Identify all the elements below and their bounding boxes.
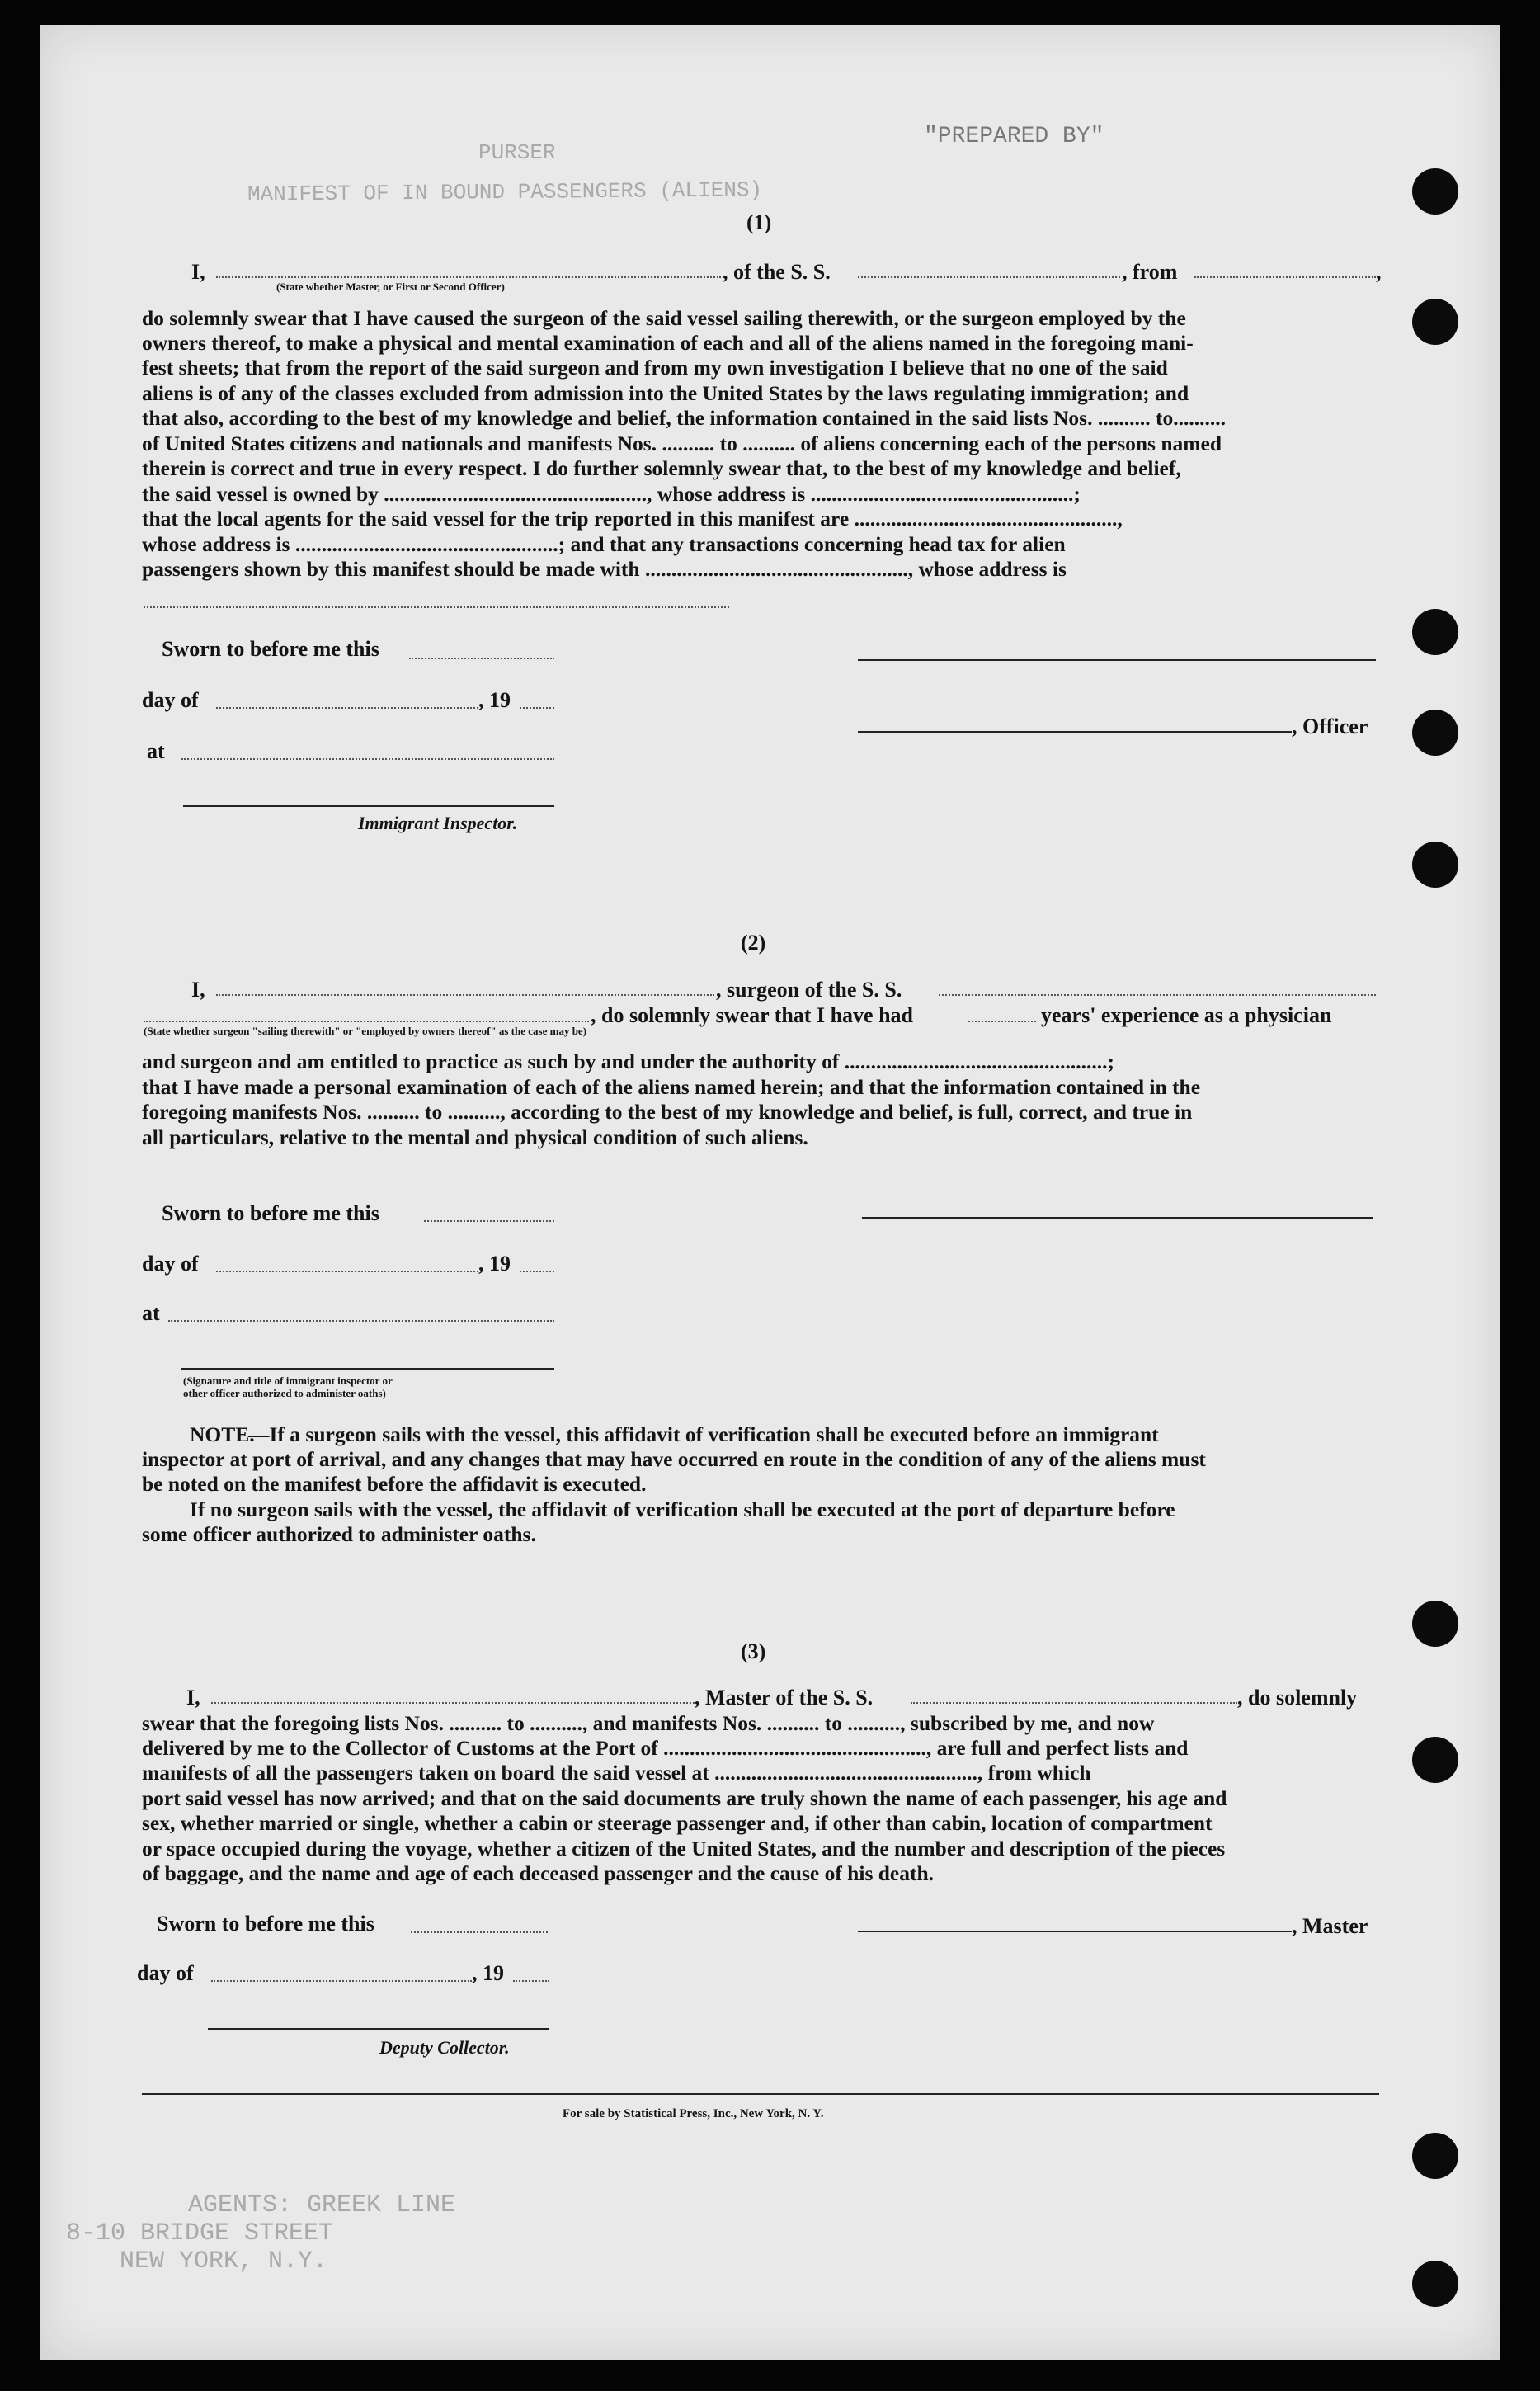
s1-inspector-caption: Immigrant Inspector. <box>358 813 518 833</box>
s2-body-line-3: foregoing manifests Nos. .......... to .........., according to the best of my knowledge and belief, is full, correct, and true in <box>142 1100 1193 1124</box>
s2-year-blank <box>520 1271 554 1272</box>
s3-deputy-caption: Deputy Collector. <box>379 2037 510 2058</box>
s1-body-line-6: of United States citizens and nationals and manifests Nos. .......... to .......... of aliens concerning each of the persons named <box>142 432 1222 455</box>
s2-name-blank <box>216 994 714 996</box>
s1-sworn-blank <box>409 658 554 659</box>
s1-at-blank <box>181 758 554 760</box>
s2-years-blank <box>968 1021 1036 1022</box>
s1-inspector-line <box>183 805 554 807</box>
s1-body-line-1: do solemnly swear that I have caused the surgeon of the said vessel sailing therewith, or the surgeon employed by the <box>142 306 1186 330</box>
s2-year: , 19 <box>478 1252 511 1276</box>
s2-note2-line-1: If no surgeon sails with the vessel, the affidavit of verification shall be executed at the port of departure before <box>190 1497 1175 1521</box>
faded-manifest-title: MANIFEST OF IN BOUND PASSENGERS (ALIENS) <box>247 177 763 207</box>
s2-note-line-3: be noted on the manifest before the affidavit is executed. <box>142 1472 647 1496</box>
s1-day-blank <box>216 707 478 709</box>
s3-body-line-3: manifests of all the passengers taken on board the said vessel at .................................................., from which <box>142 1761 1091 1785</box>
binder-hole-3 <box>1412 609 1458 655</box>
s2-line1-surgeon: , surgeon of the S. S. <box>716 978 902 1002</box>
s2-sworn-blank <box>424 1220 554 1222</box>
s2-note: (State whether surgeon "sailing therewith" or "employed by owners thereof" as the case may be) <box>144 1025 587 1037</box>
binder-hole-8 <box>1412 2133 1458 2179</box>
s2-note-label: NOTE. <box>190 1422 255 1446</box>
s3-year: , 19 <box>472 1961 504 1985</box>
s3-body-line-2: delivered by me to the Collector of Customs at the Port of .................................................., are full and perfect lists and <box>142 1736 1189 1760</box>
s2-body-line-1: and surgeon and am entitled to practice as such by and under the authority of ..................................................; <box>142 1049 1114 1073</box>
s1-line1-from: , from <box>1122 260 1178 284</box>
s3-master-line <box>858 1931 1292 1932</box>
binder-hole-5 <box>1412 842 1458 888</box>
s3-line1-master: , Master of the S. S. <box>695 1686 874 1710</box>
s3-sworn-blank <box>411 1931 548 1933</box>
s1-ship-blank <box>858 276 1120 278</box>
faded-purser: PURSER <box>478 140 556 165</box>
s2-note2-line-2: some officer authorized to administer oaths. <box>142 1522 536 1546</box>
s1-address-blank <box>144 606 729 608</box>
s2-line2-swear: , do solemnly swear that I have had <box>591 1003 914 1027</box>
s1-name-blank <box>216 276 721 278</box>
s3-ship-blank <box>911 1702 1237 1704</box>
s1-officer: , Officer <box>1292 714 1368 738</box>
s1-body-line-5: that also, according to the best of my knowledge and belief, the information contained in the said lists Nos. .......... to.......... <box>142 406 1226 430</box>
s1-at: at <box>147 739 165 763</box>
s1-note: (State whether Master, or First or Second Officer) <box>276 281 505 293</box>
s2-signature-line <box>862 1217 1373 1219</box>
s1-signature-line <box>858 659 1376 661</box>
binder-hole-7 <box>1412 1737 1458 1783</box>
s3-body-line-6: or space occupied during the voyage, whether a citizen of the United States, and the number and description of the pieces <box>142 1837 1226 1860</box>
s3-line1-solemnly: , do solemnly <box>1237 1686 1358 1710</box>
s2-line1-i: I, <box>191 978 205 1002</box>
s1-body-line-8: the said vessel is owned by .................................................., whose address is ..................................................; <box>142 482 1081 506</box>
binder-hole-4 <box>1412 710 1458 756</box>
s1-officer-line <box>858 731 1292 733</box>
s1-from-blank <box>1194 276 1376 278</box>
binder-hole-9 <box>1412 2261 1458 2307</box>
s2-day-blank <box>216 1271 478 1272</box>
s1-body-line-9: that the local agents for the said vessel for the trip reported in this manifest are .................................................., <box>142 507 1123 531</box>
prepared-by-stamp: "PREPARED BY" <box>924 124 1104 149</box>
s2-signature-note-1: (Signature and title of immigrant inspector or <box>183 1375 393 1387</box>
s1-year-blank <box>520 707 554 709</box>
agents-stamp-line-3: NEW YORK, N.Y. <box>120 2247 328 2275</box>
s1-line1-i: I, <box>191 260 205 284</box>
s3-master: , Master <box>1292 1914 1368 1938</box>
s3-deputy-line <box>208 2028 549 2030</box>
s1-line1-comma: , <box>1376 260 1382 284</box>
s1-line1-of-ss: , of the S. S. <box>723 260 831 284</box>
s1-body-line-10: whose address is ..................................................; and that any transactions concerning head tax for alien <box>142 532 1066 556</box>
s2-line2-years: years' experience as a physician <box>1041 1003 1332 1027</box>
s2-ship-blank <box>939 994 1376 996</box>
binder-hole-1 <box>1412 168 1458 215</box>
s2-day-of: day of <box>142 1252 199 1276</box>
section-1-number: (1) <box>746 210 772 234</box>
section-3-number: (3) <box>741 1639 766 1663</box>
s3-day-blank <box>211 1980 472 1982</box>
s2-body-line-2: that I have made a personal examination of each of the aliens named herein; and that the information contained in the <box>142 1075 1201 1099</box>
footer-rule <box>142 2093 1379 2095</box>
s1-body-line-4: aliens is of any of the classes excluded from admission into the United States by the laws regulating immigration; and <box>142 381 1189 405</box>
binder-hole-6 <box>1412 1601 1458 1647</box>
s3-body-line-1: swear that the foregoing lists Nos. .......... to .........., and manifests Nos. .......... to .........., subscribed by me, and now <box>142 1711 1155 1735</box>
s1-body-line-2: owners thereof, to make a physical and mental examination of each and all of the aliens named in the foregoing mani- <box>142 331 1194 355</box>
s3-sworn: Sworn to before me this <box>157 1912 374 1936</box>
s3-body-line-4: port said vessel has now arrived; and that on the said documents are truly shown the name of each passenger, his age and <box>142 1786 1227 1810</box>
s1-body-line-3: fest sheets; that from the report of the said surgeon and from my own investigation I believe that no one of the said <box>142 356 1168 380</box>
s2-at: at <box>142 1301 160 1325</box>
s1-day-of: day of <box>142 688 199 712</box>
s1-body-line-7: therein is correct and true in every respect. I do further solemnly swear that, to the best of my knowledge and belief, <box>142 456 1181 480</box>
s1-year: , 19 <box>478 688 511 712</box>
s2-body-line-4: all particulars, relative to the mental and physical condition of such aliens. <box>142 1125 808 1149</box>
s3-body-line-5: sex, whether married or single, whether a cabin or steerage passenger and, if other than cabin, location of compartment <box>142 1811 1213 1835</box>
s3-name-blank <box>211 1702 695 1704</box>
s2-status-blank <box>144 1021 589 1022</box>
s2-at-blank <box>168 1320 554 1322</box>
s2-sworn: Sworn to before me this <box>162 1201 379 1225</box>
s3-day-of: day of <box>137 1961 194 1985</box>
s2-note-line-1: —If a surgeon sails with the vessel, this affidavit of verification shall be executed before an immigrant <box>248 1422 1159 1446</box>
s1-body-line-11: passengers shown by this manifest should be made with .................................................., whose address is <box>142 557 1067 581</box>
s3-line1-i: I, <box>186 1686 200 1710</box>
agents-stamp-line-1: AGENTS: GREEK LINE <box>188 2191 456 2219</box>
s3-body-line-7: of baggage, and the name and age of each deceased passenger and the cause of his death. <box>142 1861 935 1885</box>
s1-sworn: Sworn to before me this <box>162 637 379 661</box>
footer-printer-note: For sale by Statistical Press, Inc., New York, N. Y. <box>563 2107 824 2120</box>
s2-signature-title-line <box>181 1368 554 1370</box>
s3-year-blank <box>513 1980 549 1982</box>
s2-note-line-2: inspector at port of arrival, and any changes that may have occurred en route in the condition of any of the aliens must <box>142 1447 1206 1471</box>
section-2-number: (2) <box>741 931 766 955</box>
agents-stamp-line-2: 8-10 BRIDGE STREET <box>66 2219 334 2247</box>
binder-hole-2 <box>1412 299 1458 345</box>
s2-signature-note-2: other officer authorized to administer oaths) <box>183 1387 386 1399</box>
